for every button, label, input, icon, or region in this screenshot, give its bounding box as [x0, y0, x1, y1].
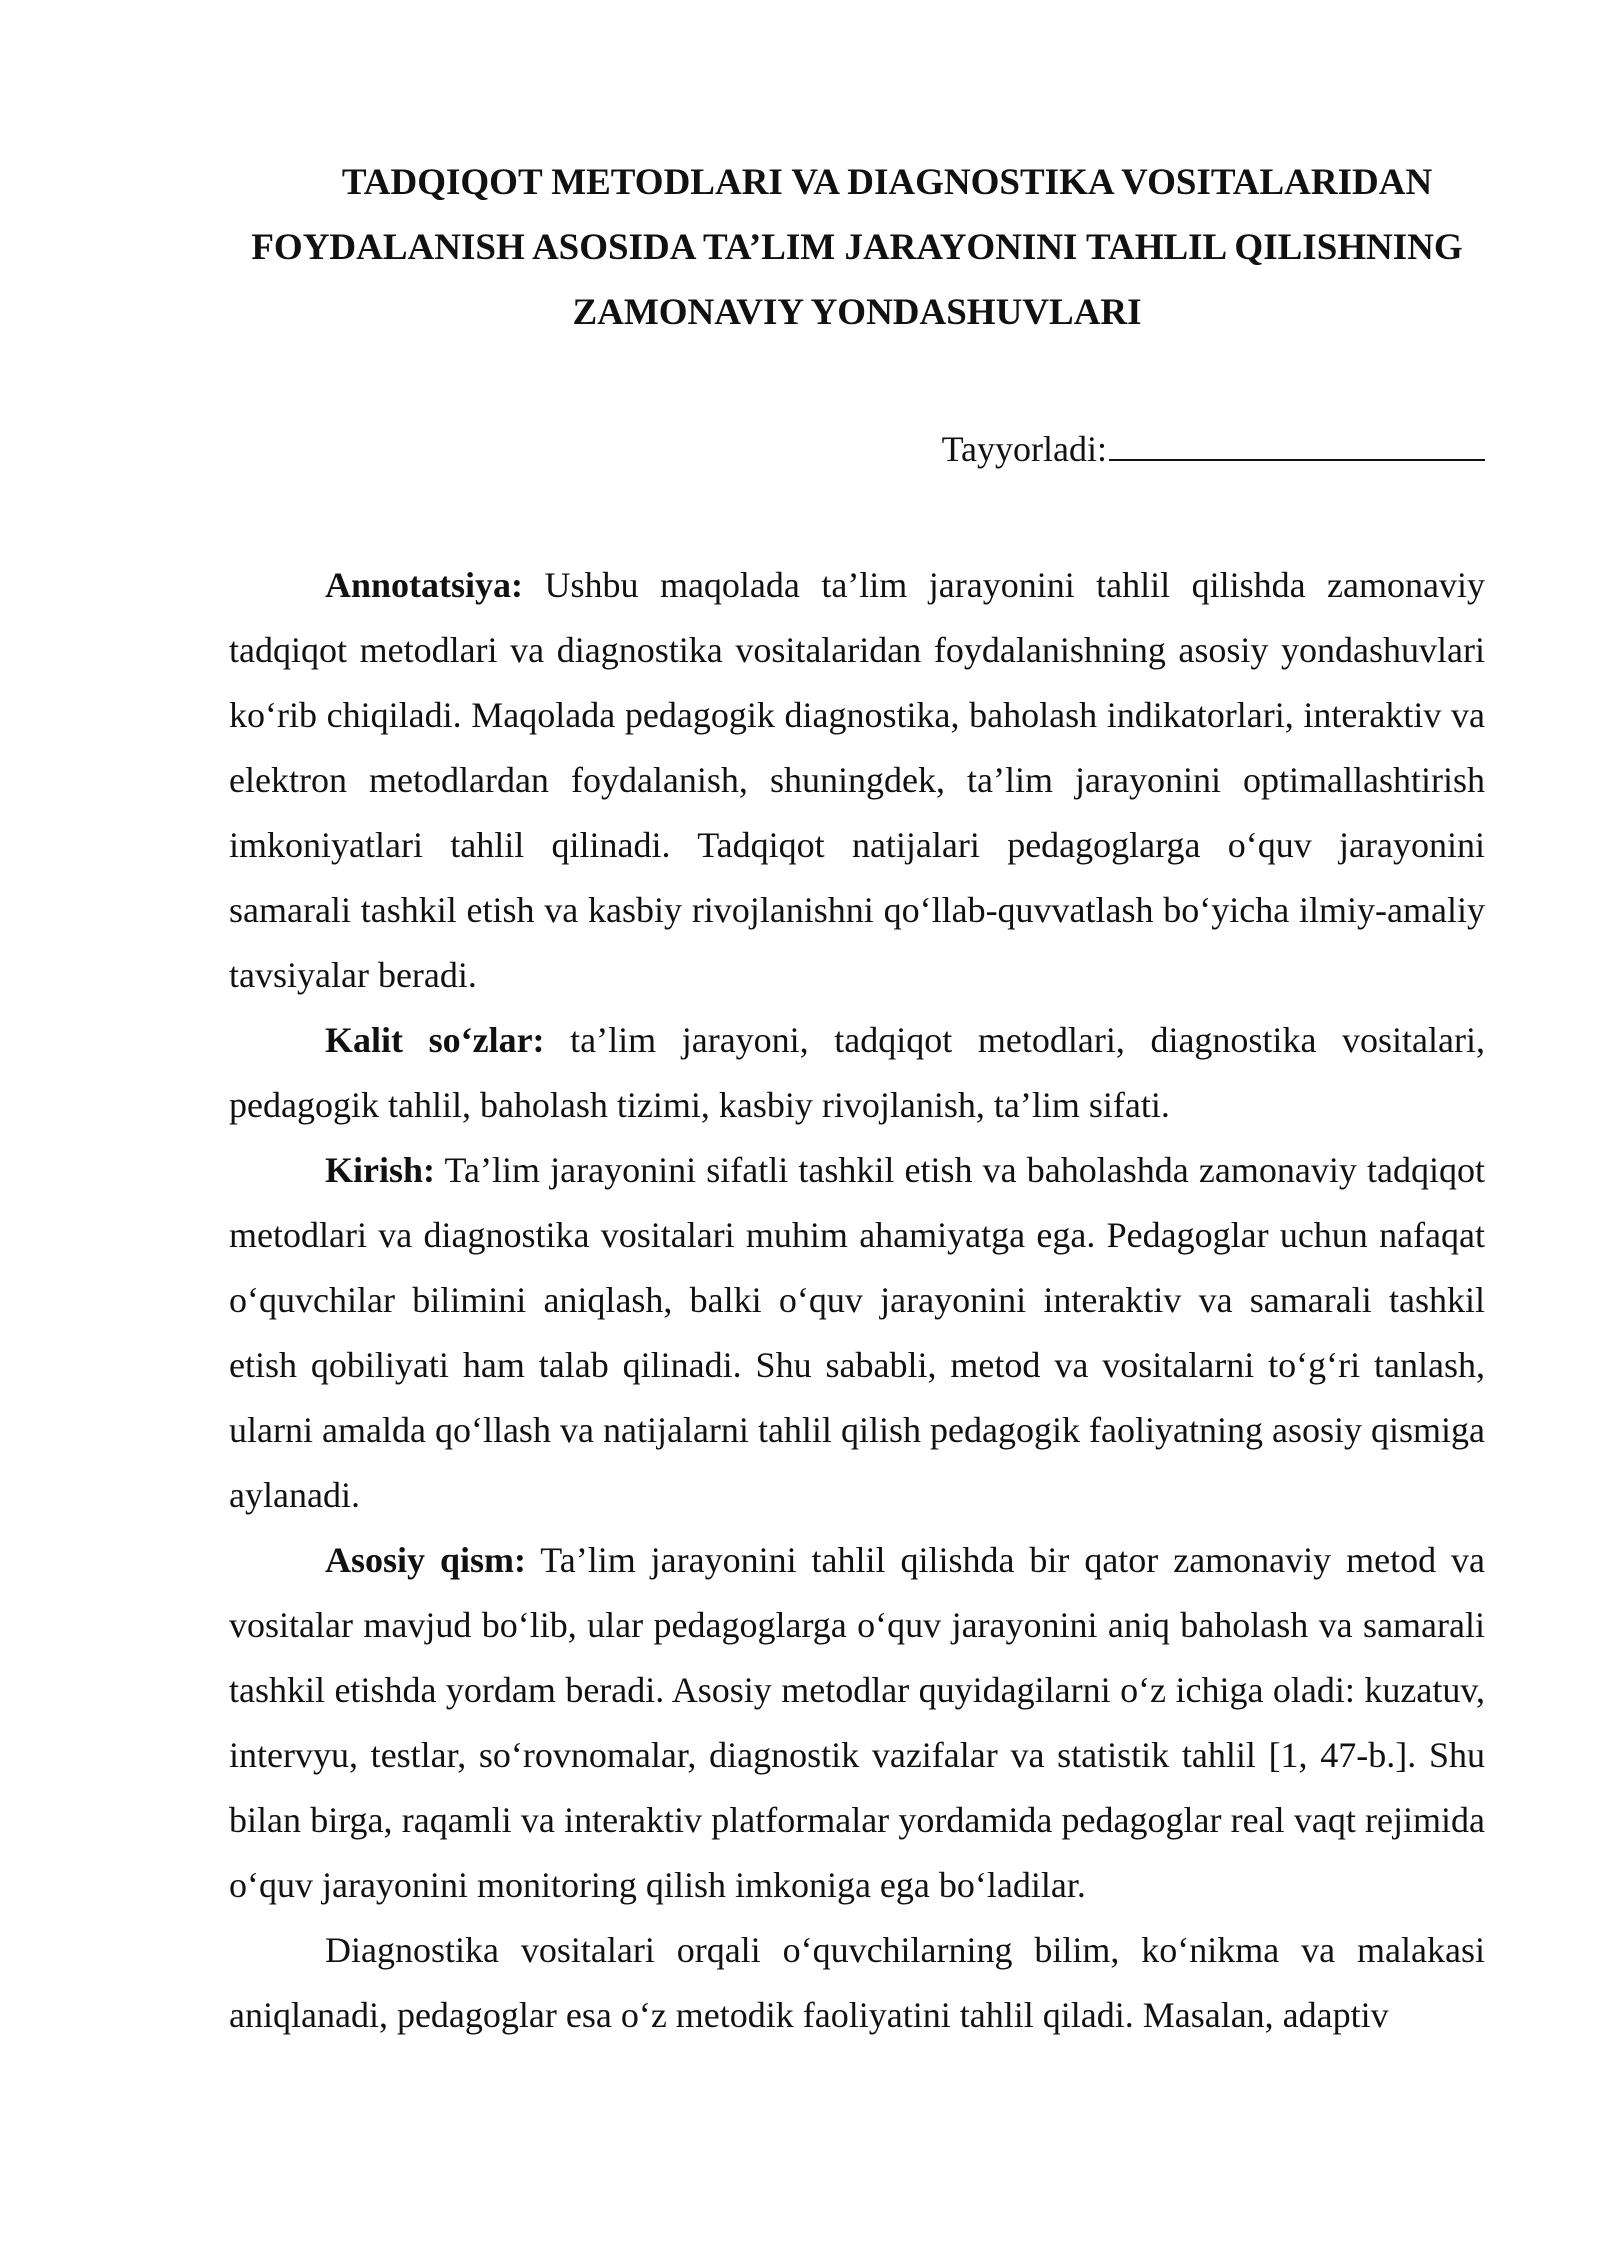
author-blank-line — [1109, 429, 1485, 461]
main-text: Ta’lim jarayonini tahlil qilishda bir qator zamonaviy metod va vositalar mavjud bo‘lib, ular pedagoglarga o‘quv jarayonini aniq baholash va samarali tashkil etishda yordam beradi. Asosiy metodlar quyidagilarni o‘z ichiga oladi: kuzatuv, intervyu, testlar, so‘rovnomalar, diagnostik vazifalar va statistik tahlil [1, 47-b.]. Shu bilan birga, raqamli va interaktiv platformalar yordamida pedagoglar real vaqt rejimida o‘quv jarayonini monitoring qilish imkoniga ega bo‘ladilar. — [229, 1540, 1485, 1905]
intro-heading: Kirish: — [325, 1150, 436, 1190]
keywords-text: ta’lim jarayoni, tadqiqot metodlari, diagnostika vositalari, pedagogik tahlil, baholash tizimi, kasbiy rivojlanish, ta’lim sifati. — [229, 1020, 1485, 1125]
annotation-heading: Annotatsiya: — [325, 565, 524, 605]
diagnostics-text: Diagnostika vositalari orqali o‘quvchilarning bilim, ko‘nikma va malakasi aniqlanadi, pedagoglar esa o‘z metodik faoliyatini tahlil qiladi. Masalan, adaptiv — [229, 1930, 1485, 2035]
author-label: Tayyorladi: — [941, 429, 1107, 469]
author-block — [229, 425, 1485, 473]
document-page — [229, 150, 1485, 2048]
main-paragraph — [229, 1528, 1485, 1918]
keywords-heading: Kalit so‘zlar: — [325, 1020, 545, 1060]
intro-text: Ta’lim jarayonini sifatli tashkil etish va baholashda zamonaviy tadqiqot metodlari va diagnostika vositalari muhim ahamiyatga ega. Pedagoglar uchun nafaqat o‘quvchilar bilimini aniqlash, balki o‘quv jarayonini interaktiv va samarali tashkil etish qobiliyati ham talab qilinadi. Shu sababli, metod va vositalarni to‘g‘ri tanlash, ularni amalda qo‘llash va natijalarni tahlil qilish pedagogik faoliyatning asosiy qismiga aylanadi. — [229, 1150, 1485, 1515]
title-line-2: FOYDALANISH ASOSIDA TA’LIM JARAYONINI TAHLIL QILISHNING — [251, 227, 1463, 268]
title-line-3: ZAMONAVIY YONDASHUVLARI — [572, 292, 1142, 333]
main-heading: Asosiy qism: — [325, 1540, 526, 1580]
keywords-paragraph — [229, 1008, 1485, 1138]
annotation-text: Ushbu maqolada ta’lim jarayonini tahlil qilishda zamonaviy tadqiqot metodlari va diagnostika vositalaridan foydalanishning asosiy yondashuvlari ko‘rib chiqiladi. Maqolada pedagogik diagnostika, baholash indikatorlari, interaktiv va elektron metodlardan foydalanish, shuningdek, ta’lim jarayonini optimallashtirish imkoniyatlari tahlil qilinadi. Tadqiqot natijalari pedagoglarga o‘quv jarayonini samarali tashkil etish va kasbiy rivojlanishni qo‘llab-quvvatlash bo‘yicha ilmiy-amaliy tavsiyalar beradi. — [229, 565, 1485, 995]
diagnostics-paragraph — [229, 1918, 1485, 2048]
annotation-paragraph — [229, 553, 1485, 1008]
document-title — [229, 150, 1485, 345]
intro-paragraph — [229, 1138, 1485, 1528]
title-line-1: TADQIQOT METODLARI VA DIAGNOSTIKA VOSITALARIDAN — [341, 162, 1433, 203]
